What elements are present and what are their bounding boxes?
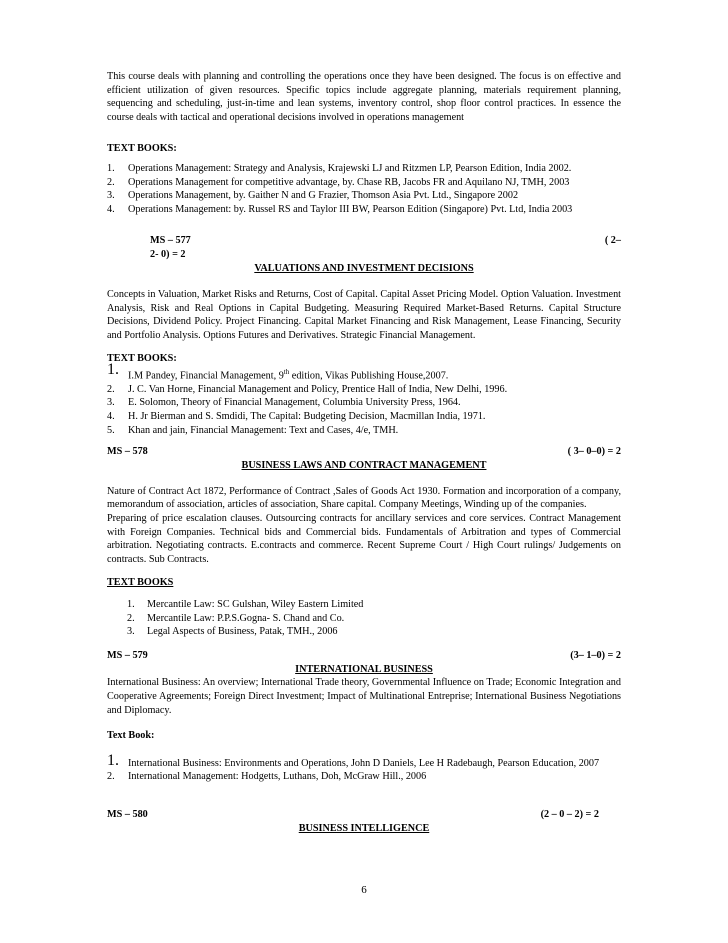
list-item: 1. International Business: Environments and Operations, John D Daniels, Lee H Radebaugh, Pearson Education, 2007 [107,751,600,769]
list-item: 3. E. Solomon, Theory of Financial Management, Columbia University Press, 1964. [107,397,461,409]
list-item: 1. Operations Management: Strategy and Analysis, Krajewski LJ and Ritzmen LP, Pearson Edition, India 2002. [107,162,572,174]
textbooks-heading-0: TEXT BOOKS: [107,143,177,155]
course-title-ms578: BUSINESS LAWS AND CONTRACT MANAGEMENT [241,460,487,472]
list-item: 5. Khan and jain, Financial Management: Text and Cases, 4/e, TMH. [107,424,399,436]
course-header-ms579 [107,649,621,663]
document-page [107,70,621,836]
list-item: 1. I.M Pandey, Financial Management, 9th edition, Vikas Publishing House,2007. [107,360,449,382]
course-header-ms577 [107,234,621,262]
course-title-ms577: VALUATIONS AND INVESTMENT DECISIONS [254,263,474,275]
course-title-ms579: INTERNATIONAL BUSINESS [295,663,433,675]
course-description-ms578-a: Nature of Contract Act 1872, Performance of Contract ,Sales of Goods Act 1930. Formation and incorporation of a company, memorandum of association, articles of association, Share capital. Company Meetings, Winding up of the companies. [107,485,621,511]
course-credit-cont: 2- 0) = 2 [150,249,186,261]
list-item: 3. Operations Management, by. Gaither N and G Frazier, Thomson Asia Pvt. Ltd., Singapore 2002 [107,190,519,202]
course-description-ms578-b: Preparing of price escalation clauses. Outsourcing contracts for ancillary services and core services. Contract Management with Foreign Companies. Technical bids and Commercial bids. Fundamentals of Arbitration and types of Commercial arbitration. Negotiating contracts. E.contracts and commerce. Recent Supreme Court / High Court rulings/ Judgements on contracts. Sub Contracts. [107,513,621,565]
list-item: 2. International Management: Hodgetts, Luthans, Doh, McGraw Hill., 2006 [107,771,427,783]
textbooks-heading-ms579: Text Book: [107,730,155,742]
textbooks-list-ms579 [107,751,621,784]
course-credit: (2 – 0 – 2) = 2 [540,808,599,820]
list-item: 2. Operations Management for competitive advantage, by. Chase RB, Jacobs FR and Aquilano NJ, TMH, 2003 [107,176,570,188]
course-credit: ( 2– [604,235,621,247]
course-credit: (3– 1–0) = 2 [570,649,621,661]
list-item: 2. J. C. Van Horne, Financial Management and Policy, Prentice Hall of India, New Delhi, 1996. [107,383,508,395]
course-code: MS – 578 [107,446,148,458]
course-code: MS – 580 [107,808,148,820]
page-number: 6 [361,884,367,896]
list-item: 1. Mercantile Law: SC Gulshan, Wiley Eastern Limited [127,599,364,611]
list-item: 3. Legal Aspects of Business, Patak, TMH., 2006 [127,626,338,638]
course-description-ms577: Concepts in Valuation, Market Risks and Returns, Cost of Capital. Capital Asset Pricing Model. Option Valuation. Investment Analysis, Risk and Real Options in Capital Budgeting. Measuring Required Market-Based Returns. Capital Structure Decisions, Dividend Policy. Project Financing. Capital Market Financing and Risk Management, Lease Financing, Security and Portfolio Analysis. Options Futures and Derivatives. Strategic Financial Management. [107,288,621,341]
textbooks-list-ms577 [107,360,621,437]
course-credit: ( 3– 0–0) = 2 [567,446,621,458]
intro-paragraph: This course deals with planning and controlling the operations once they have been designed. The focus is on effective and efficient utilization of given resources. Specific topics include aggregate planning, materials requirement planning, sequencing and scheduling, just-in-time and lean systems, inventory control, shop floor control practices. In essence the course deals with tactical and operational decisions involved in operations management [107,71,621,123]
course-header-ms578 [107,445,621,459]
list-item: 4. Operations Management: by. Russel RS and Taylor III BW, Pearson Edition (Singapore) Pvt. Ltd, India 2003 [107,203,573,215]
textbooks-heading-ms577: TEXT BOOKS: [107,353,177,365]
course-code: MS – 579 [107,649,148,661]
list-item: 4. H. Jr Bierman and S. Smdidi, The Capital: Budgeting Decision, Macmillan India, 1971. [107,411,486,423]
course-description-ms579: International Business: An overview; International Trade theory, Governmental Influence on Trade; Economic Integration and Cooperative Agreements; Foreign Direct Investment; Impact of Multinational Entreprise; International Business Negotiations and Diplomacy. [107,677,621,716]
course-code: MS – 577 [150,235,191,247]
textbooks-list-0 [107,162,621,216]
textbooks-heading-ms578: TEXT BOOKS [107,577,174,589]
course-header-ms580 [107,808,621,822]
textbooks-list-ms578 [107,598,621,639]
course-title-ms580: BUSINESS INTELLIGENCE [298,822,430,834]
list-item: 2. Mercantile Law: P.P.S.Gogna- S. Chand and Co. [127,612,345,624]
